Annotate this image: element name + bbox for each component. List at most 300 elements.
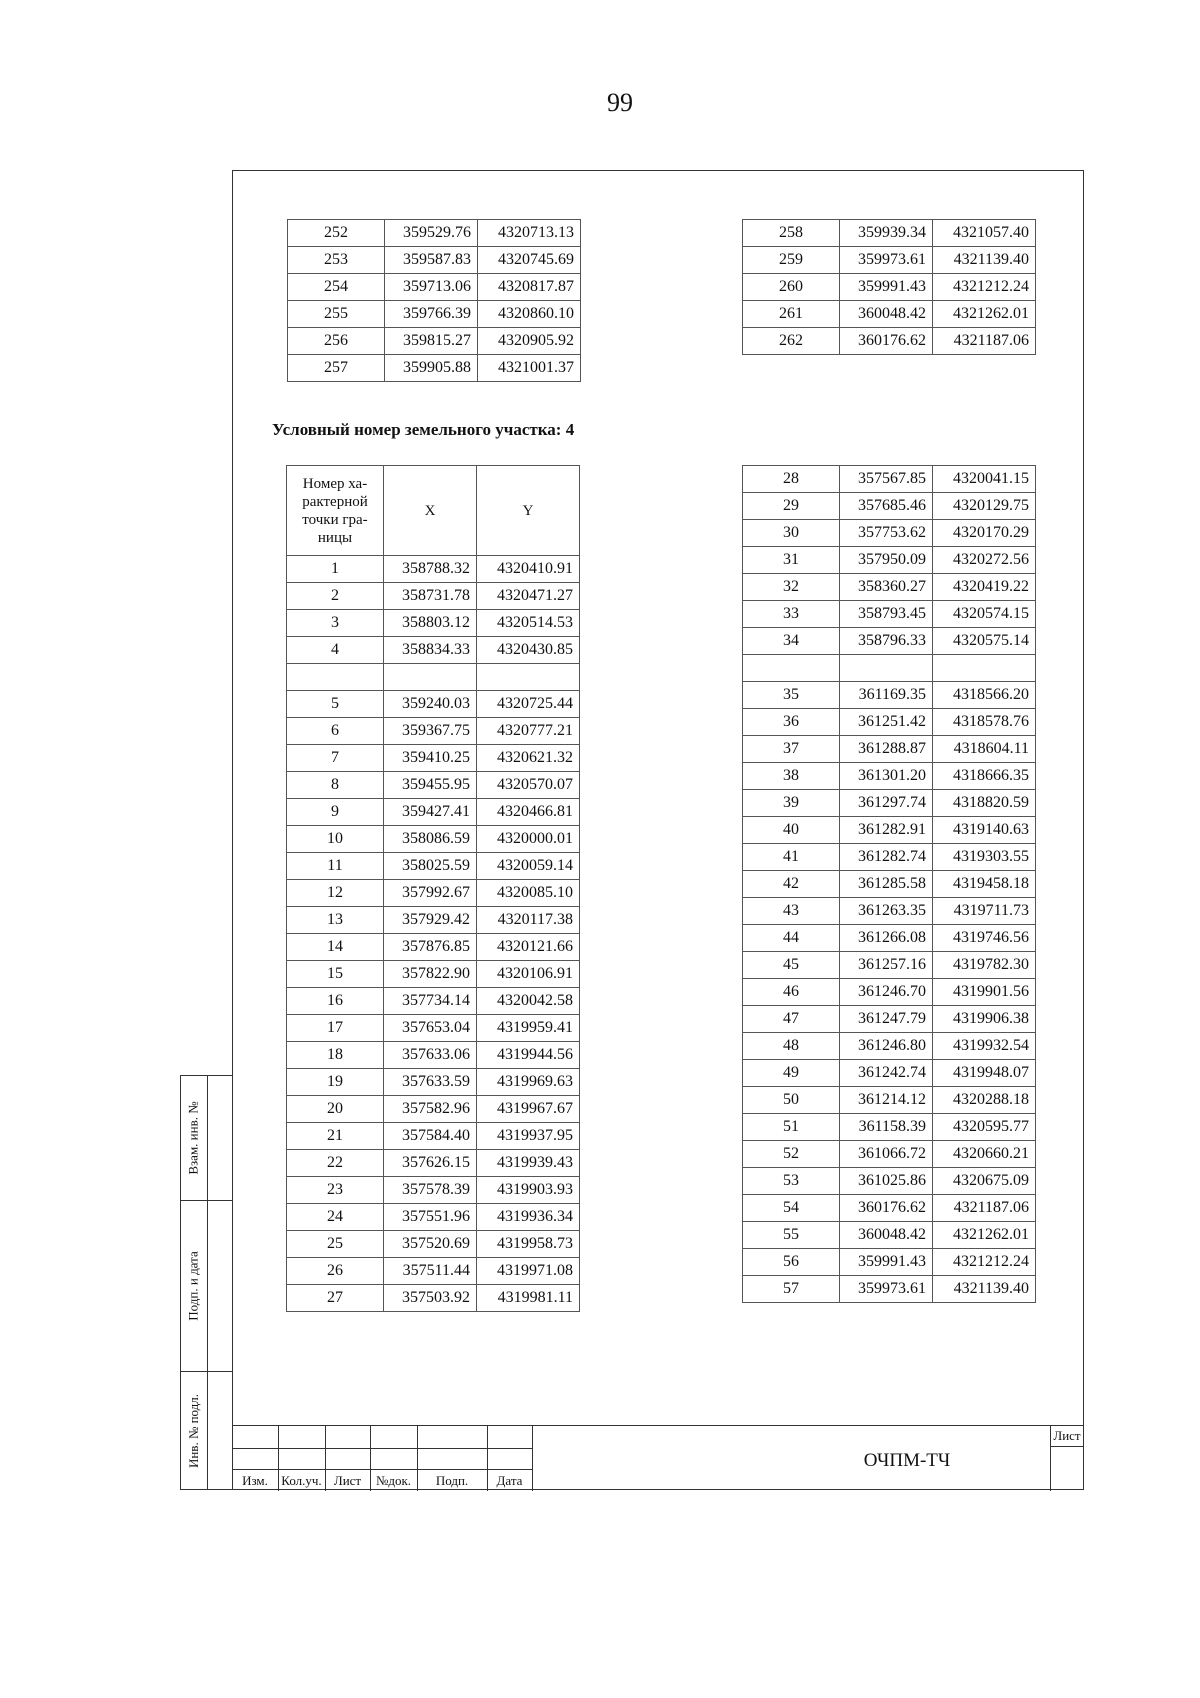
x-cell: 361158.39 <box>840 1114 933 1141</box>
point-number-cell: 2 <box>287 583 384 610</box>
x-cell: 359529.76 <box>385 220 478 247</box>
point-number-cell: 35 <box>743 682 840 709</box>
point-number-cell: 12 <box>287 880 384 907</box>
point-number-cell: 34 <box>743 628 840 655</box>
y-cell: 4320430.85 <box>477 637 580 664</box>
x-cell: 357822.90 <box>384 961 477 988</box>
y-cell <box>477 664 580 691</box>
point-number-cell: 8 <box>287 772 384 799</box>
point-number-cell: 258 <box>743 220 840 247</box>
x-cell: 360048.42 <box>840 301 933 328</box>
y-cell: 4320410.91 <box>477 556 580 583</box>
point-number-cell: 45 <box>743 952 840 979</box>
y-cell: 4320272.56 <box>933 547 1036 574</box>
point-number-cell: 44 <box>743 925 840 952</box>
y-cell: 4321057.40 <box>933 220 1036 247</box>
point-number-cell: 26 <box>287 1258 384 1285</box>
y-cell: 4320574.15 <box>933 601 1036 628</box>
point-number-cell: 27 <box>287 1285 384 1312</box>
table-row <box>743 1249 1036 1276</box>
y-cell: 4320419.22 <box>933 574 1036 601</box>
table-row <box>743 979 1036 1006</box>
page-number: 99 <box>607 88 633 117</box>
table-row <box>743 709 1036 736</box>
title-block <box>232 1425 1084 1491</box>
y-cell: 4321139.40 <box>933 247 1036 274</box>
point-number-cell: 57 <box>743 1276 840 1303</box>
table-row <box>743 220 1036 247</box>
table-row <box>287 1177 580 1204</box>
point-number-cell: 259 <box>743 247 840 274</box>
coordinates-table-main-left <box>286 465 580 1312</box>
y-cell: 4319959.41 <box>477 1015 580 1042</box>
x-cell: 359815.27 <box>385 328 478 355</box>
table-row <box>287 934 580 961</box>
y-cell: 4319936.34 <box>477 1204 580 1231</box>
y-cell: 4320725.44 <box>477 691 580 718</box>
point-number-cell: 20 <box>287 1096 384 1123</box>
point-number-cell: 37 <box>743 736 840 763</box>
y-cell: 4319967.67 <box>477 1096 580 1123</box>
point-number-cell: 256 <box>288 328 385 355</box>
point-number-cell <box>287 664 384 691</box>
point-number-cell: 24 <box>287 1204 384 1231</box>
table-row <box>288 301 581 328</box>
point-number-cell: 261 <box>743 301 840 328</box>
x-cell: 361246.80 <box>840 1033 933 1060</box>
x-cell: 357520.69 <box>384 1231 477 1258</box>
x-cell: 359455.95 <box>384 772 477 799</box>
y-cell: 4320514.53 <box>477 610 580 637</box>
col-label-count: Кол.уч. <box>281 1473 322 1488</box>
table-row <box>287 988 580 1015</box>
x-cell: 359939.34 <box>840 220 933 247</box>
table-row <box>287 583 580 610</box>
y-cell: 4320466.81 <box>477 799 580 826</box>
point-number-cell: 253 <box>288 247 385 274</box>
table-row <box>743 1060 1036 1087</box>
point-number-cell: 33 <box>743 601 840 628</box>
y-cell: 4320575.14 <box>933 628 1036 655</box>
coordinates-table-top-left <box>287 219 581 382</box>
y-cell: 4319971.08 <box>477 1258 580 1285</box>
title-block-divider <box>532 1426 533 1491</box>
y-cell: 4318820.59 <box>933 790 1036 817</box>
table-row <box>287 961 580 988</box>
point-number-cell: 30 <box>743 520 840 547</box>
table-row <box>743 274 1036 301</box>
y-cell: 4320059.14 <box>477 853 580 880</box>
y-cell: 4320713.13 <box>478 220 581 247</box>
y-cell: 4320117.38 <box>477 907 580 934</box>
y-cell: 4318604.11 <box>933 736 1036 763</box>
table-row <box>743 1087 1036 1114</box>
x-cell: 358788.32 <box>384 556 477 583</box>
y-cell: 4321212.24 <box>933 1249 1036 1276</box>
x-cell: 361288.87 <box>840 736 933 763</box>
point-number-cell: 257 <box>288 355 385 382</box>
table-row <box>743 466 1036 493</box>
table-row <box>287 853 580 880</box>
x-cell: 357950.09 <box>840 547 933 574</box>
table-row <box>743 628 1036 655</box>
x-cell: 359367.75 <box>384 718 477 745</box>
x-cell: 359973.61 <box>840 1276 933 1303</box>
y-cell: 4319903.93 <box>477 1177 580 1204</box>
table-row <box>743 1168 1036 1195</box>
table-row <box>743 1276 1036 1303</box>
point-number-cell: 39 <box>743 790 840 817</box>
point-number-cell: 255 <box>288 301 385 328</box>
y-cell: 4319944.56 <box>477 1042 580 1069</box>
y-cell <box>933 655 1036 682</box>
header-x: X <box>384 466 477 556</box>
x-cell: 359427.41 <box>384 799 477 826</box>
table-row <box>287 1123 580 1150</box>
table-row <box>743 1033 1036 1060</box>
y-cell: 4320085.10 <box>477 880 580 907</box>
title-block-rule <box>1050 1446 1084 1447</box>
table-row <box>743 898 1036 925</box>
y-cell: 4320106.91 <box>477 961 580 988</box>
x-cell <box>840 655 933 682</box>
x-cell: 357633.06 <box>384 1042 477 1069</box>
col-label-date: Дата <box>496 1473 523 1488</box>
point-number-cell: 13 <box>287 907 384 934</box>
point-number-cell: 47 <box>743 1006 840 1033</box>
coordinates-table-top-right <box>742 219 1036 355</box>
inv-orig-label: Инв. № подл. <box>186 1393 202 1469</box>
table-row <box>287 745 580 772</box>
x-cell: 359410.25 <box>384 745 477 772</box>
point-number-cell: 46 <box>743 979 840 1006</box>
y-cell: 4319981.11 <box>477 1285 580 1312</box>
x-cell: 359766.39 <box>385 301 478 328</box>
x-cell: 361285.58 <box>840 871 933 898</box>
y-cell: 4320170.29 <box>933 520 1036 547</box>
y-cell: 4318666.35 <box>933 763 1036 790</box>
y-cell: 4318566.20 <box>933 682 1036 709</box>
y-cell: 4319711.73 <box>933 898 1036 925</box>
table-row <box>743 844 1036 871</box>
table-row <box>288 328 581 355</box>
x-cell: 358803.12 <box>384 610 477 637</box>
y-cell: 4321262.01 <box>933 301 1036 328</box>
col-label-sign: Подп. <box>435 1473 469 1488</box>
x-cell: 358086.59 <box>384 826 477 853</box>
point-number-cell: 53 <box>743 1168 840 1195</box>
table-row <box>287 1150 580 1177</box>
col-label-change: Изм. <box>242 1473 268 1488</box>
sign-date-label: Подп. и дата <box>186 1250 202 1321</box>
y-cell: 4319958.73 <box>477 1231 580 1258</box>
y-cell: 4320121.66 <box>477 934 580 961</box>
table-row <box>743 328 1036 355</box>
table-row <box>287 1096 580 1123</box>
sheet-label: Лист <box>1053 1428 1081 1443</box>
y-cell: 4319303.55 <box>933 844 1036 871</box>
table-row <box>287 880 580 907</box>
x-cell: 361257.16 <box>840 952 933 979</box>
x-cell: 358834.33 <box>384 637 477 664</box>
point-number-cell <box>743 655 840 682</box>
point-number-cell: 41 <box>743 844 840 871</box>
y-cell: 4319906.38 <box>933 1006 1036 1033</box>
y-cell: 4321187.06 <box>933 1195 1036 1222</box>
table-row <box>287 907 580 934</box>
table-row <box>287 1285 580 1312</box>
table-row <box>743 682 1036 709</box>
x-cell: 361066.72 <box>840 1141 933 1168</box>
point-number-cell: 21 <box>287 1123 384 1150</box>
y-cell: 4320675.09 <box>933 1168 1036 1195</box>
y-cell: 4321139.40 <box>933 1276 1036 1303</box>
x-cell: 361297.74 <box>840 790 933 817</box>
x-cell: 358731.78 <box>384 583 477 610</box>
col-label-sheet: Лист <box>333 1473 362 1488</box>
point-number-cell: 3 <box>287 610 384 637</box>
point-number-cell: 10 <box>287 826 384 853</box>
point-number-cell: 6 <box>287 718 384 745</box>
x-cell: 361169.35 <box>840 682 933 709</box>
x-cell: 359973.61 <box>840 247 933 274</box>
x-cell: 361214.12 <box>840 1087 933 1114</box>
table-row <box>743 790 1036 817</box>
point-number-cell: 55 <box>743 1222 840 1249</box>
point-number-cell: 36 <box>743 709 840 736</box>
x-cell: 361025.86 <box>840 1168 933 1195</box>
point-number-cell: 17 <box>287 1015 384 1042</box>
y-cell: 4320745.69 <box>478 247 581 274</box>
x-cell: 359713.06 <box>385 274 478 301</box>
y-cell: 4319932.54 <box>933 1033 1036 1060</box>
point-number-cell: 25 <box>287 1231 384 1258</box>
x-cell: 357929.42 <box>384 907 477 934</box>
point-number-cell: 5 <box>287 691 384 718</box>
y-cell: 4319948.07 <box>933 1060 1036 1087</box>
x-cell: 357511.44 <box>384 1258 477 1285</box>
x-cell: 357626.15 <box>384 1150 477 1177</box>
table-row <box>743 1114 1036 1141</box>
y-cell: 4319939.43 <box>477 1150 580 1177</box>
x-cell: 358360.27 <box>840 574 933 601</box>
point-number-cell: 7 <box>287 745 384 772</box>
y-cell: 4321001.37 <box>478 355 581 382</box>
y-cell: 4320288.18 <box>933 1087 1036 1114</box>
table-row <box>288 220 581 247</box>
table-row <box>743 247 1036 274</box>
table-row <box>743 817 1036 844</box>
table-row <box>287 826 580 853</box>
y-cell: 4318578.76 <box>933 709 1036 736</box>
point-number-cell: 9 <box>287 799 384 826</box>
point-number-cell: 14 <box>287 934 384 961</box>
x-cell: 358796.33 <box>840 628 933 655</box>
table-row <box>287 718 580 745</box>
y-cell: 4321262.01 <box>933 1222 1036 1249</box>
y-cell: 4320817.87 <box>478 274 581 301</box>
table-row <box>743 952 1036 979</box>
y-cell: 4319746.56 <box>933 925 1036 952</box>
point-number-cell: 54 <box>743 1195 840 1222</box>
y-cell: 4319937.95 <box>477 1123 580 1150</box>
x-cell: 357551.96 <box>384 1204 477 1231</box>
point-number-cell: 43 <box>743 898 840 925</box>
y-cell: 4321187.06 <box>933 328 1036 355</box>
x-cell: 361282.74 <box>840 844 933 871</box>
point-number-cell: 262 <box>743 328 840 355</box>
title-block-rule <box>232 1469 532 1470</box>
table-row <box>743 871 1036 898</box>
y-cell: 4320042.58 <box>477 988 580 1015</box>
table-row <box>743 736 1036 763</box>
table-row <box>743 1222 1036 1249</box>
x-cell: 357633.59 <box>384 1069 477 1096</box>
header-y: Y <box>477 466 580 556</box>
point-number-cell: 22 <box>287 1150 384 1177</box>
document-code: ОЧПМ-ТЧ <box>863 1450 951 1471</box>
y-cell: 4320570.07 <box>477 772 580 799</box>
table-row <box>288 247 581 274</box>
point-number-cell: 56 <box>743 1249 840 1276</box>
x-cell: 357582.96 <box>384 1096 477 1123</box>
table-row <box>287 691 580 718</box>
point-number-cell: 50 <box>743 1087 840 1114</box>
x-cell: 358793.45 <box>840 601 933 628</box>
y-cell: 4319458.18 <box>933 871 1036 898</box>
y-cell: 4319901.56 <box>933 979 1036 1006</box>
x-cell: 361246.70 <box>840 979 933 1006</box>
x-cell: 357992.67 <box>384 880 477 907</box>
section-title: Условный номер земельного участка: 4 <box>272 420 575 439</box>
x-cell: 357503.92 <box>384 1285 477 1312</box>
table-row <box>287 1258 580 1285</box>
point-number-cell: 38 <box>743 763 840 790</box>
table-row <box>743 493 1036 520</box>
y-cell: 4320860.10 <box>478 301 581 328</box>
x-cell: 357578.39 <box>384 1177 477 1204</box>
y-cell: 4320041.15 <box>933 466 1036 493</box>
table-row <box>743 301 1036 328</box>
x-cell <box>384 664 477 691</box>
y-cell: 4320595.77 <box>933 1114 1036 1141</box>
point-number-cell: 31 <box>743 547 840 574</box>
header-point-number: Номер ха- рактерной точки гра- ницы <box>287 466 384 556</box>
table-row <box>287 1231 580 1258</box>
point-number-cell: 52 <box>743 1141 840 1168</box>
point-number-cell: 19 <box>287 1069 384 1096</box>
title-block-rule <box>232 1448 532 1449</box>
table-row <box>287 1042 580 1069</box>
x-cell: 361301.20 <box>840 763 933 790</box>
table-row <box>287 1069 580 1096</box>
y-cell: 4320660.21 <box>933 1141 1036 1168</box>
table-row <box>743 601 1036 628</box>
point-number-cell: 23 <box>287 1177 384 1204</box>
table-row <box>743 763 1036 790</box>
coordinates-table-main-right <box>742 465 1036 1303</box>
table-row <box>287 799 580 826</box>
table-row <box>743 547 1036 574</box>
side-stamp-divider <box>207 1076 208 1489</box>
x-cell: 361242.74 <box>840 1060 933 1087</box>
table-row <box>743 1195 1036 1222</box>
x-cell: 359991.43 <box>840 274 933 301</box>
y-cell: 4319782.30 <box>933 952 1036 979</box>
y-cell: 4321212.24 <box>933 274 1036 301</box>
x-cell: 359240.03 <box>384 691 477 718</box>
col-label-doc: №док. <box>375 1473 412 1488</box>
point-number-cell: 28 <box>743 466 840 493</box>
table-row <box>288 274 581 301</box>
table-row <box>287 1204 580 1231</box>
table-row <box>287 772 580 799</box>
table-row <box>743 925 1036 952</box>
y-cell: 4320471.27 <box>477 583 580 610</box>
x-cell: 357753.62 <box>840 520 933 547</box>
point-number-cell: 1 <box>287 556 384 583</box>
inv-replace-label: Взам. инв. № <box>186 1101 202 1175</box>
point-number-cell: 40 <box>743 817 840 844</box>
point-number-cell: 42 <box>743 871 840 898</box>
table-row <box>287 556 580 583</box>
point-number-cell: 11 <box>287 853 384 880</box>
point-number-cell: 252 <box>288 220 385 247</box>
point-number-cell: 48 <box>743 1033 840 1060</box>
y-cell: 4320129.75 <box>933 493 1036 520</box>
table-row <box>287 664 580 691</box>
point-number-cell: 16 <box>287 988 384 1015</box>
table-row <box>287 610 580 637</box>
table-row <box>743 520 1036 547</box>
y-cell: 4320777.21 <box>477 718 580 745</box>
point-number-cell: 15 <box>287 961 384 988</box>
y-cell: 4320621.32 <box>477 745 580 772</box>
x-cell: 361282.91 <box>840 817 933 844</box>
x-cell: 360176.62 <box>840 328 933 355</box>
point-number-cell: 32 <box>743 574 840 601</box>
x-cell: 360048.42 <box>840 1222 933 1249</box>
x-cell: 359905.88 <box>385 355 478 382</box>
point-number-cell: 29 <box>743 493 840 520</box>
x-cell: 357567.85 <box>840 466 933 493</box>
x-cell: 357734.14 <box>384 988 477 1015</box>
table-row <box>287 1015 580 1042</box>
table-header-row <box>287 466 580 556</box>
table-row <box>743 1141 1036 1168</box>
point-number-cell: 4 <box>287 637 384 664</box>
x-cell: 359587.83 <box>385 247 478 274</box>
table-row <box>287 637 580 664</box>
x-cell: 357653.04 <box>384 1015 477 1042</box>
x-cell: 361247.79 <box>840 1006 933 1033</box>
point-number-cell: 260 <box>743 274 840 301</box>
point-number-cell: 254 <box>288 274 385 301</box>
x-cell: 358025.59 <box>384 853 477 880</box>
x-cell: 359991.43 <box>840 1249 933 1276</box>
x-cell: 357584.40 <box>384 1123 477 1150</box>
point-number-cell: 51 <box>743 1114 840 1141</box>
table-row <box>743 1006 1036 1033</box>
y-cell: 4319140.63 <box>933 817 1036 844</box>
x-cell: 357685.46 <box>840 493 933 520</box>
y-cell: 4320905.92 <box>478 328 581 355</box>
side-stamp <box>180 1075 232 1490</box>
y-cell: 4320000.01 <box>477 826 580 853</box>
y-cell: 4319969.63 <box>477 1069 580 1096</box>
x-cell: 361266.08 <box>840 925 933 952</box>
table-row <box>288 355 581 382</box>
